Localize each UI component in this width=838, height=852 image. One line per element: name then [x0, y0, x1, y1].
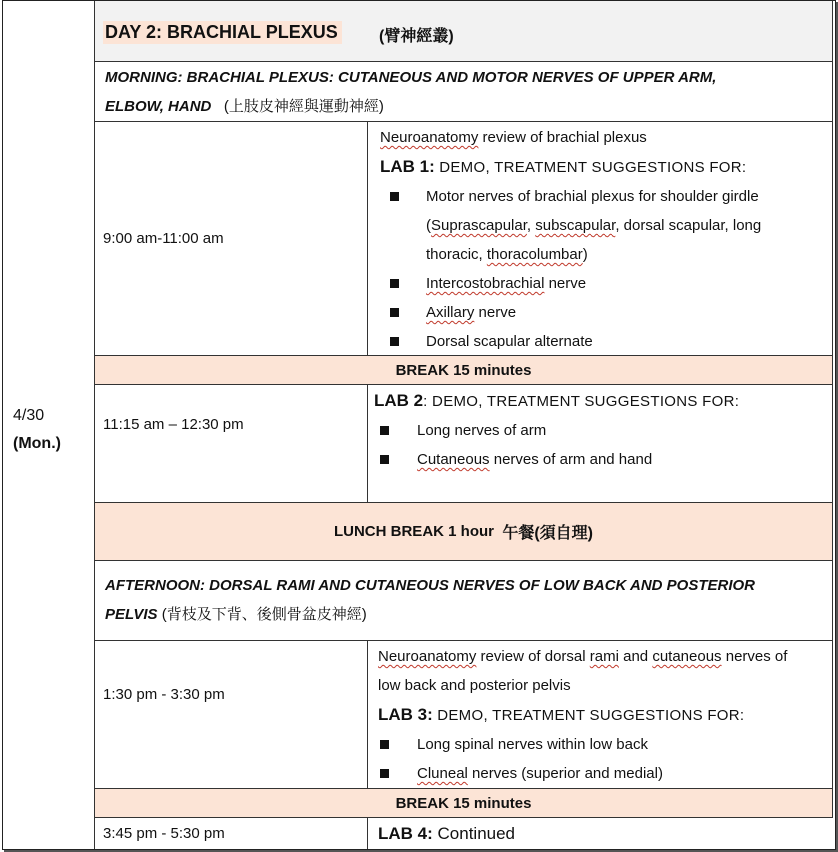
session4-lab-text: Continued: [432, 823, 516, 843]
bullet-icon: [390, 308, 399, 317]
session2-time-text: 11:15 am – 12:30 pm: [103, 416, 244, 433]
date-cell: [3, 1, 95, 849]
break1-label: BREAK 15 minutes: [395, 361, 532, 379]
schedule-table: [2, 0, 836, 850]
morning-title-zh: (上肢皮神經與運動神經): [223, 98, 384, 115]
session1-content: [368, 122, 833, 356]
break1-row: [95, 356, 833, 385]
bullet-icon: [380, 769, 389, 778]
morning-title-line2: ELBOW, HAND: [105, 98, 212, 115]
session3-content: [368, 641, 833, 789]
session1-item3: Axillary nerve: [380, 298, 830, 327]
day-subtitle: (臂神經叢): [379, 28, 454, 45]
session3-lab: LAB 3: DEMO, TREATMENT SUGGESTIONS FOR:: [378, 705, 745, 724]
morning-title: MORNING: BRACHIAL PLEXUS: CUTANEOUS AND MOTOR NERVES OF UPPER ARM,: [105, 69, 717, 86]
session1-time-text: 9:00 am-11:00 am: [103, 230, 224, 247]
session1-item4: Dorsal scapular alternate: [380, 327, 830, 356]
session2-time: [95, 385, 368, 503]
session2-item2: Cutaneous nerves of arm and hand: [374, 445, 829, 474]
bullet-icon: [380, 455, 389, 464]
session3-item2: Cluneal nerves (superior and medial): [378, 759, 830, 788]
afternoon-title-line2: PELVIS: [105, 606, 158, 623]
afternoon-title: AFTERNOON: DORSAL RAMI AND CUTANEOUS NERVES OF LOW BACK AND POSTERIOR: [105, 577, 756, 594]
session4-time-text: 3:45 pm - 5:30 pm: [103, 825, 225, 842]
day-title: DAY 2: BRACHIAL PLEXUS: [103, 21, 342, 44]
afternoon-title-zh: (背枝及下背、後側骨盆皮神經): [161, 606, 367, 623]
session2-lab: LAB 2: DEMO, TREATMENT SUGGESTIONS FOR:: [374, 391, 740, 410]
session1-item1: Motor nerves of brachial plexus for shoulder girdle (Suprascapular, subscapular, dorsal scapular, long thoracic, thoracolumbar): [380, 182, 830, 269]
bullet-icon: [380, 740, 389, 749]
bullet-icon: [380, 426, 389, 435]
date-day: 4/30: [13, 407, 45, 424]
session3-review: Neuroanatomy review of dorsal rami and cutaneous nerves of: [378, 648, 788, 665]
date-weekday: (Mon.): [13, 435, 61, 452]
break2-row: [95, 789, 833, 818]
day-header: [95, 1, 833, 62]
session4-content: [368, 818, 833, 849]
bullet-icon: [390, 279, 399, 288]
date-label: [13, 402, 61, 458]
session4-time: [95, 818, 368, 849]
lunch-label: LUNCH BREAK 1 hour: [333, 523, 494, 540]
session3-item1: Long spinal nerves within low back: [378, 730, 830, 759]
bullet-icon: [390, 192, 399, 201]
afternoon-header: [95, 561, 833, 641]
session1-item2: Intercostobrachial nerve: [380, 269, 830, 298]
session4-lab-label: LAB 4:: [378, 823, 433, 843]
bullet-icon: [390, 337, 399, 346]
lunch-row: [95, 503, 833, 561]
session3-review-line2: low back and posterior pelvis: [378, 677, 571, 694]
session3-time-text: 1:30 pm - 3:30 pm: [103, 686, 225, 703]
lunch-label-zh: 午餐(須自理): [502, 525, 593, 542]
break2-label: BREAK 15 minutes: [395, 794, 532, 812]
session3-time: [95, 641, 368, 789]
session1-lab: LAB 1: DEMO, TREATMENT SUGGESTIONS FOR:: [380, 157, 747, 176]
session2-content: [368, 385, 833, 503]
session2-item1: Long nerves of arm: [374, 416, 829, 445]
session1-review: Neuroanatomy review of brachial plexus: [380, 129, 647, 146]
session1-time: [95, 122, 368, 356]
morning-header: [95, 62, 833, 122]
